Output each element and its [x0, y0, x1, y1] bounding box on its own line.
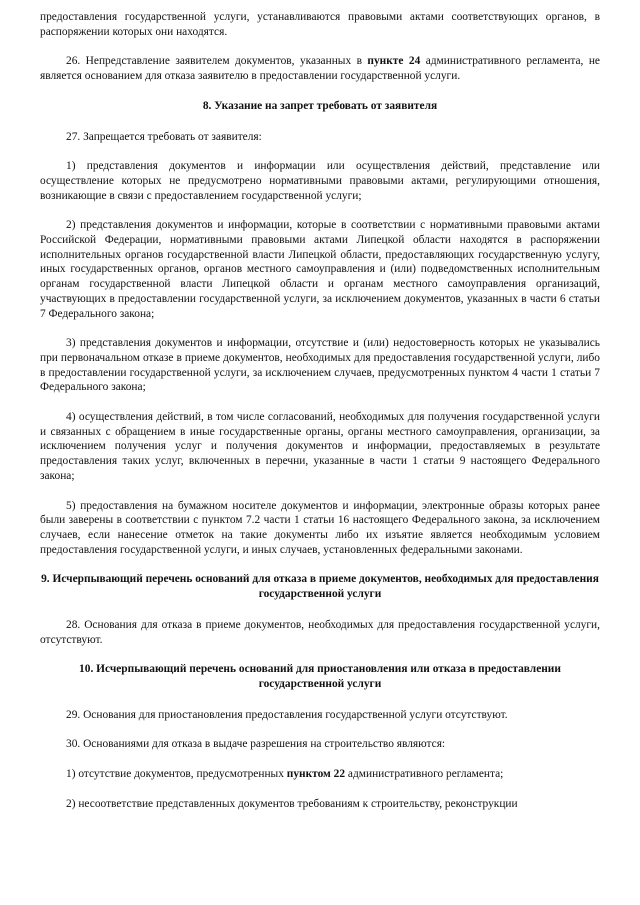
paragraph-29: 29. Основания для приостановления предоставления государственной услуги отсутствуют. — [66, 708, 508, 721]
paragraph-30-item-1-text-before: 1) отсутствие документов, предусмотренных — [66, 768, 287, 781]
paragraph-30-item-1-bold-ref: пунктом 22 — [286, 768, 346, 781]
paragraph-27-item-4: 4) осуществления действий, в том числе согласований, необходимых для получения государственной услуги и связанных с обращением в иные государственные органы, органы местного самоуправления, организации, за исключением получения услуг и получения документов и информации, предоставляемых в результате предоставления таких услуг, включенных в перечни, указанные в части 1 статьи 9 настоящего Федерального закона; — [40, 411, 600, 482]
paragraph-26-text-after: административного регламента, не является основанием для отказа заявителю в предоставлении государственной услуги. — [40, 55, 600, 83]
paragraph-28: 28. Основания для отказа в приеме документов, необходимых для предоставления государственной услуги, отсутствуют. — [40, 618, 600, 646]
section-heading-8: 8. Указание на запрет требовать от заявителя — [202, 99, 438, 112]
paragraph-26-bold-ref: пункте 24 — [367, 55, 421, 68]
paragraph-27-item-5: 5) предоставления на бумажном носителе документов и информации, электронные образы которых ранее были заверены в соответствии с пунктом 7.2 части 1 статьи 16 настоящего Федерального закона, за исключением случаев, если нанесение отметок на такие документы либо их изъятие является необходимым условием предоставления государственной услуги, и иных случаев, установленных федеральными законами. — [40, 499, 600, 556]
section-heading-10: 10. Исчерпывающий перечень оснований для приостановления или отказа в предоставлении государственной услуги — [79, 663, 561, 690]
paragraph-continuation: предоставления государственной услуги, устанавливаются правовыми актами соответствующих органов, в распоряжении которых они находятся. — [40, 11, 600, 38]
paragraph-30-item-1-text-after: административного регламента; — [345, 768, 504, 781]
paragraph-27-item-2: 2) представления документов и информации, которые в соответствии с нормативными правовыми актами Российской Федерации, нормативными правовыми актами Липецкой области находятся в распоряжении исполнительных органов государственной власти Липецкой области, предоставляющих государственную услугу, иных государственных органов, органов местного самоуправления и (или) подведомственных исполнительным органам государственной власти Липецкой области и органам местного самоуправления организаций, участвующих в предоставлении государственной услуги, за исключением документов, указанных в части 6 статьи 7 Федерального закона; — [40, 219, 600, 320]
section-heading-9: 9. Исчерпывающий перечень оснований для отказа в приеме документов, необходимых для предоставления государственной услуги — [41, 573, 599, 601]
paragraph-30: 30. Основаниями для отказа в выдаче разрешения на строительство являются: — [66, 738, 446, 751]
paragraph-27: 27. Запрещается требовать от заявителя: — [66, 130, 262, 143]
paragraph-30-item-1 — [40, 767, 600, 782]
paragraph-27-item-1: 1) представления документов и информации или осуществления действий, представление или осуществление которых не предусмотрено нормативными правовыми актами, регулирующими отношения, возникающие в связи с предоставлением государственной услуги; — [40, 160, 600, 202]
paragraph-30-item-2: 2) несоответствие представленных документов требованиям к строительству, реконструкции — [66, 797, 518, 810]
paragraph-26 — [40, 54, 600, 83]
paragraph-26-text-before: 26. Непредставление заявителем документов, указанных в — [66, 55, 368, 68]
paragraph-27-item-3: 3) представления документов и информации, отсутствие и (или) недостоверность которых не указывались при первоначальном отказе в приеме документов, необходимых для предоставления государственной услуги, либо в предоставлении государственной услуги, за исключением случаев, предусмотренных пунктом 4 части 1 статьи 7 Федерального закона; — [40, 337, 600, 394]
